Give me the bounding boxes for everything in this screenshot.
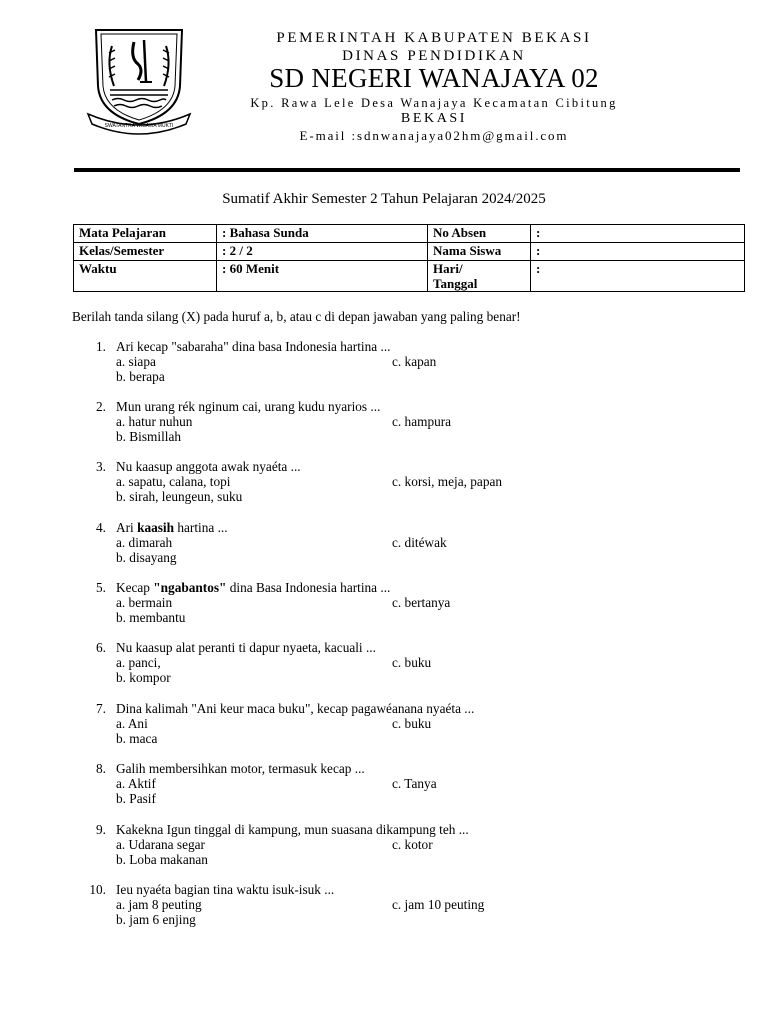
date-value[interactable]: : — [531, 261, 745, 292]
option-c[interactable]: c. buku — [392, 716, 432, 731]
option-b[interactable]: b. berapa — [116, 369, 165, 384]
date-label-date: Tanggal — [433, 276, 478, 291]
logo-motto: SWATANTRA WIBAWA MUKTI — [104, 123, 174, 129]
option-b[interactable]: b. disayang — [116, 550, 177, 565]
option-c[interactable]: c. kapan — [392, 354, 437, 369]
option-c[interactable]: c. buku — [392, 655, 432, 670]
header-address: Kp. Rawa Lele Desa Wanajaya Kecamatan Cibitung — [250, 96, 618, 110]
option-c[interactable]: c. korsi, meja, papan — [392, 474, 503, 489]
question-text: Kakekna Igun tinggal di kampung, mun suasana dikampung teh ... — [116, 822, 469, 837]
option-a[interactable]: a. Ani — [116, 716, 148, 731]
time-label: Waktu — [74, 261, 217, 292]
question-text: Dina kalimah "Ani keur maca buku", kecap pagawéanana nyaéta ... — [116, 701, 475, 716]
question-text: Mun urang rék nginum cai, urang kudu nyarios ... — [116, 399, 381, 414]
header-city: BEKASI — [400, 111, 468, 126]
option-b[interactable]: b. Pasif — [116, 791, 156, 806]
option-b[interactable]: b. maca — [116, 731, 158, 746]
option-c[interactable]: c. Tanya — [392, 776, 437, 791]
option-b[interactable]: b. jam 6 enjing — [116, 912, 196, 927]
student-name-label: Nama Siswa — [428, 243, 531, 261]
option-a[interactable]: a. siapa — [116, 354, 156, 369]
table-row — [74, 261, 745, 292]
class-label: Kelas/Semester — [74, 243, 217, 261]
option-a[interactable]: a. Udarana segar — [116, 837, 205, 852]
question-number: 5. — [96, 580, 106, 595]
question-text: Ari kaasih hartina ... — [116, 520, 228, 535]
exam-title: Sumatif Akhir Semester 2 Tahun Pelajaran 2024/2025 — [222, 191, 546, 207]
instruction-text: Berilah tanda silang (X) pada huruf a, b, atau c di depan jawaban yang paling benar! — [72, 309, 521, 324]
option-a[interactable]: a. sapatu, calana, topi — [116, 474, 231, 489]
option-a[interactable]: a. hatur nuhun — [116, 414, 193, 429]
question-text: Ieu nyaéta bagian tina waktu isuk-isuk ... — [116, 882, 335, 897]
absen-value[interactable]: : — [531, 225, 745, 243]
question-text: Ari kecap "sabaraha" dina basa Indonesia hartina ... — [116, 339, 391, 354]
option-a[interactable]: a. bermain — [116, 595, 173, 610]
table-row — [74, 243, 745, 261]
option-a[interactable]: a. jam 8 peuting — [116, 897, 202, 912]
student-name-value[interactable]: : — [531, 243, 745, 261]
date-label — [428, 261, 531, 292]
header-email: E-mail :sdnwanajaya02hm@gmail.com — [299, 128, 569, 143]
subject-value: : Bahasa Sunda — [217, 225, 428, 243]
option-c[interactable]: c. kotor — [392, 837, 433, 852]
option-c[interactable]: c. hampura — [392, 414, 452, 429]
header-department: DINAS PENDIDIKAN — [342, 48, 526, 64]
class-value: : 2 / 2 — [217, 243, 428, 261]
header-government: PEMERINTAH KABUPATEN BEKASI — [276, 30, 592, 46]
option-a[interactable]: a. Aktif — [116, 776, 156, 791]
question-number: 2. — [96, 399, 106, 414]
option-c[interactable]: c. ditéwak — [392, 535, 447, 550]
option-b[interactable]: b. sirah, leungeun, suku — [116, 489, 243, 504]
option-b[interactable]: b. membantu — [116, 610, 186, 625]
question-text: Nu kaasup anggota awak nyaéta ... — [116, 459, 301, 474]
absen-label: No Absen — [428, 225, 531, 243]
option-b[interactable]: b. Bismillah — [116, 429, 182, 444]
table-row — [74, 225, 745, 243]
option-a[interactable]: a. panci, — [116, 655, 161, 670]
option-b[interactable]: b. kompor — [116, 670, 171, 685]
option-a[interactable]: a. dimarah — [116, 535, 173, 550]
option-b[interactable]: b. Loba makanan — [116, 852, 208, 867]
bekasi-emblem-logo — [82, 24, 196, 136]
question-number: 4. — [96, 520, 106, 535]
header-school-name: SD NEGERI WANAJAYA 02 — [269, 63, 599, 93]
question-number: 8. — [96, 761, 106, 776]
question-number: 6. — [96, 640, 106, 655]
question-number: 3. — [96, 459, 106, 474]
option-c[interactable]: c. jam 10 peuting — [392, 897, 485, 912]
subject-label: Mata Pelajaran — [74, 225, 217, 243]
question-text: Kecap "ngabantos" dina Basa Indonesia hartina ... — [116, 580, 391, 595]
question-text: Galih membersihkan motor, termasuk kecap ... — [116, 761, 365, 776]
question-number: 10. — [89, 882, 106, 897]
question-text: Nu kaasup alat peranti ti dapur nyaeta, kacuali ... — [116, 640, 376, 655]
question-number: 1. — [96, 339, 106, 354]
option-c[interactable]: c. bertanya — [392, 595, 451, 610]
student-info-table — [73, 224, 745, 292]
header-divider — [74, 168, 740, 172]
date-label-day: Hari/ — [433, 261, 463, 276]
question-number: 9. — [96, 822, 106, 837]
time-value: : 60 Menit — [217, 261, 428, 292]
question-number: 7. — [96, 701, 106, 716]
